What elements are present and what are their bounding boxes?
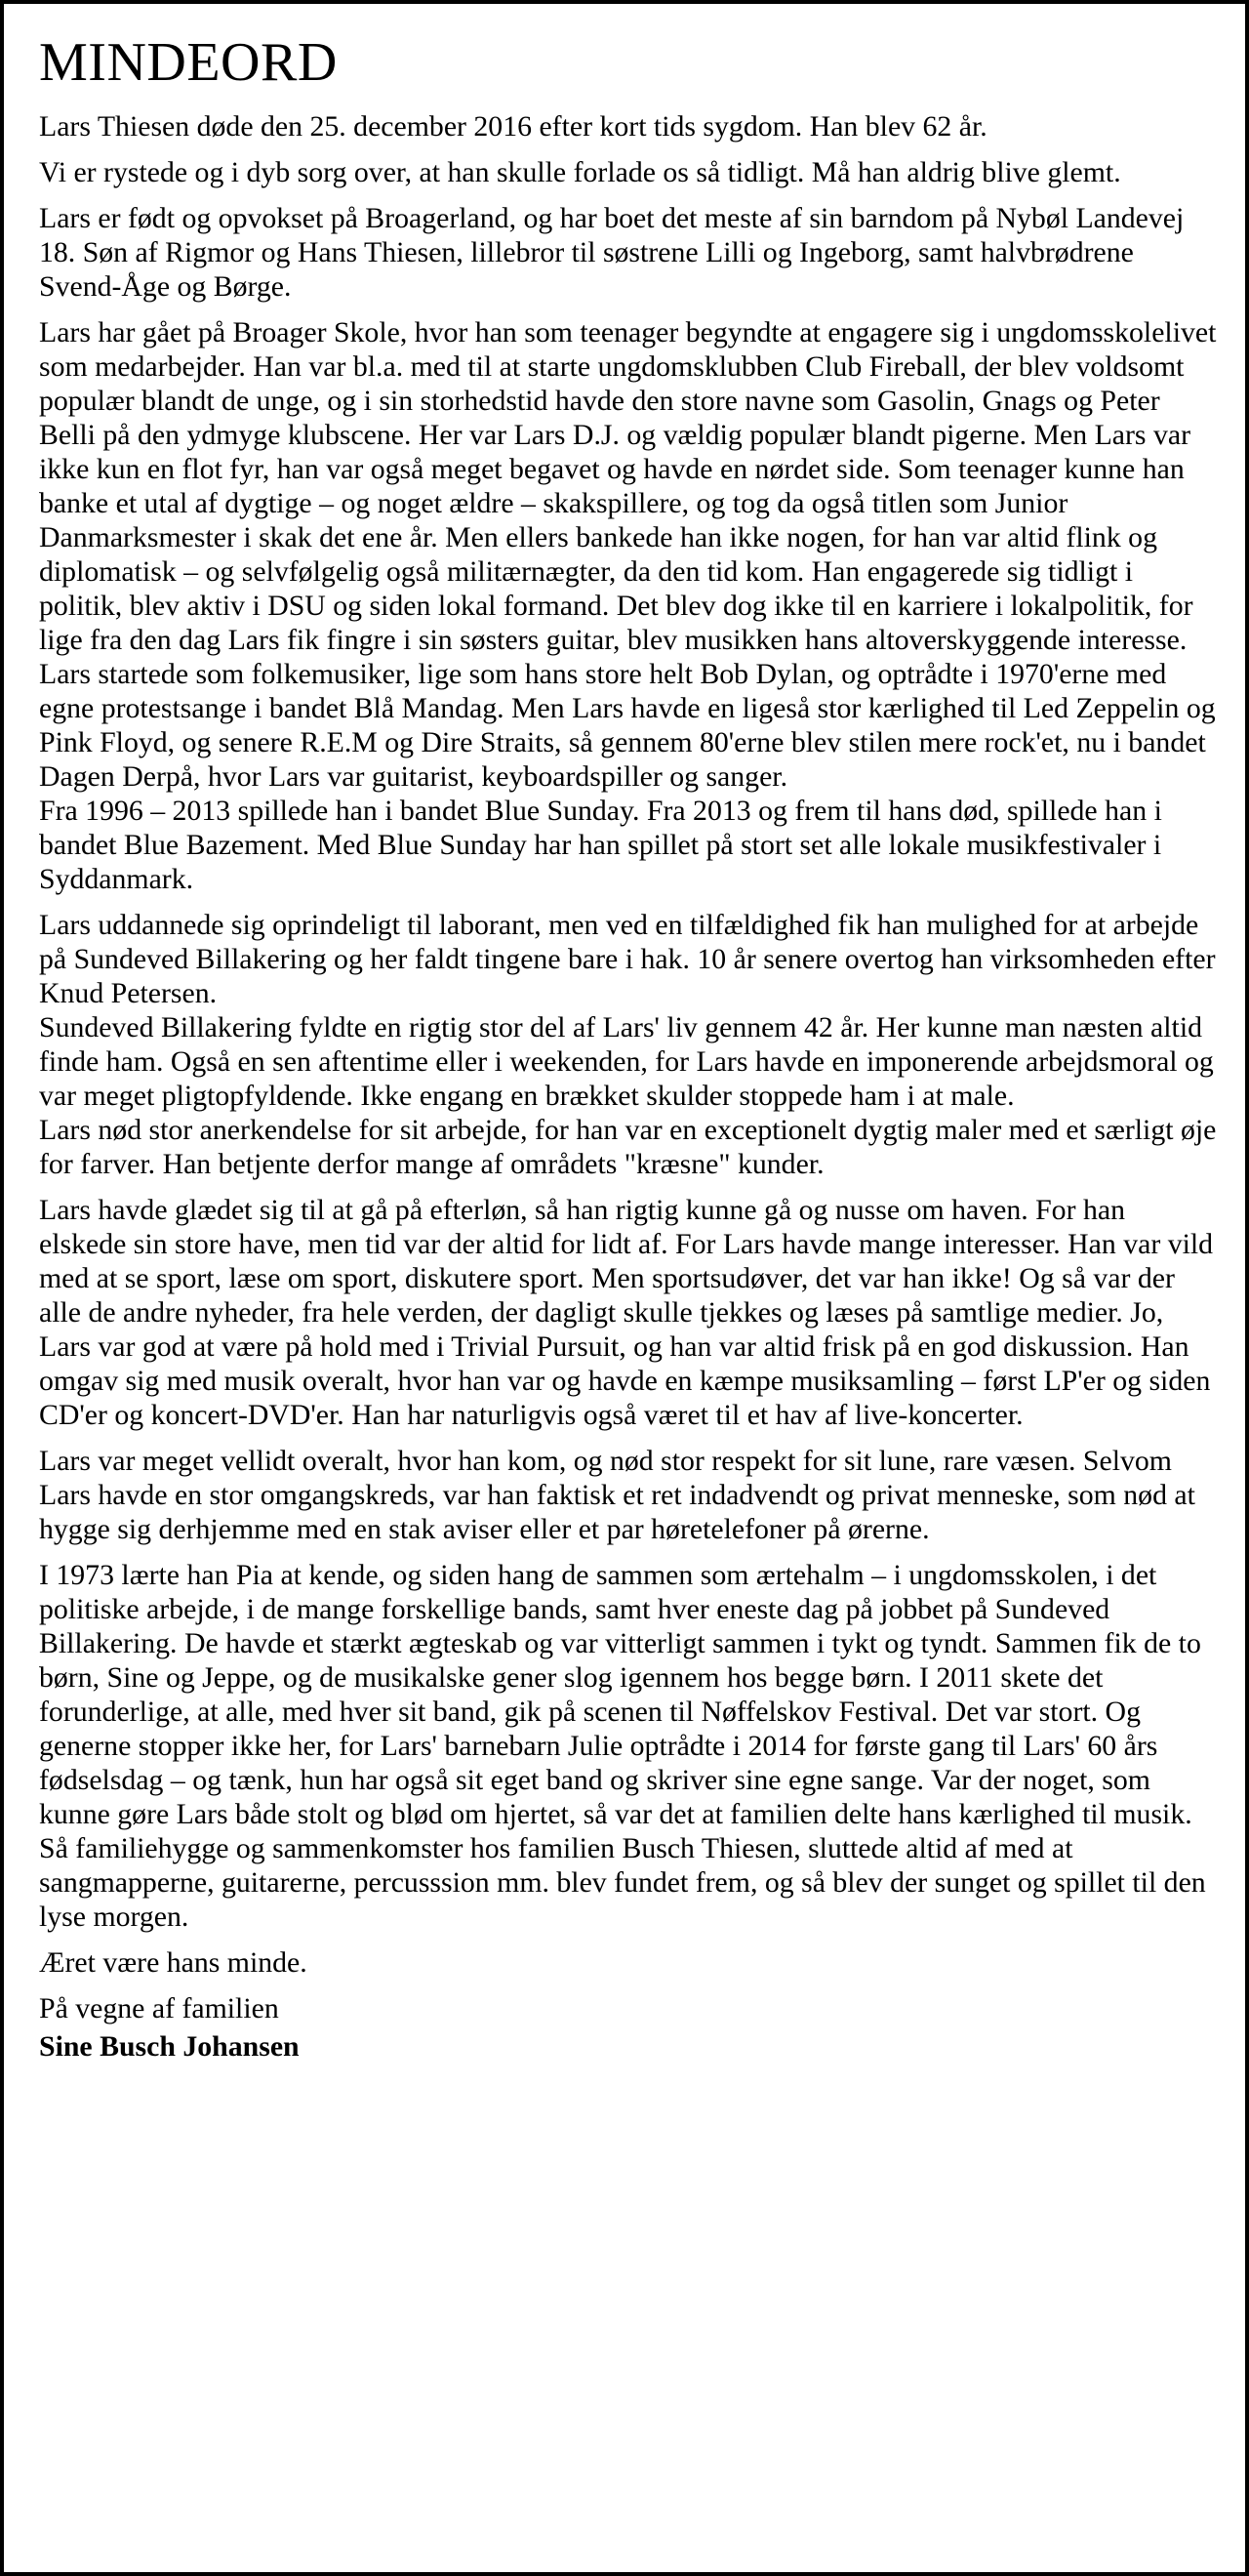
page-title: MINDEORD (39, 32, 338, 93)
obituary-content (39, 29, 1218, 2064)
paragraph-youth-and-music: Lars har gået på Broager Skole, hvor han som teenager begyndte at engagere sig i ungdomsskolelivet som medarbejder. Han var bl.a. med til at starte ungdomsklubben Club Fireball, der blev voldsomt populær blandt de unge, og i sin storhedstid havde den store navne som Gasolin, Gnags og Peter Belli på den ydmyge klubscene. Her var Lars D.J. og vældig populær blandt pigerne. Men Lars var ikke kun en flot fyr, han var også meget begavet og havde en nørdet side. Som teenager kunne han banke et utal af dygtige – og noget ældre – skakspillere, og tog da også titlen som Junior Danmarksmester i skak det ene år. Men ellers bankede han ikke nogen, for han var altid flink og diplomatisk – og selvfølgelig også militærnægter, da den tid kom. Han engagerede sig tidligt i politik, blev aktiv i DSU og siden lokal formand. Det blev dog ikke til en karriere i lokalpolitik, for lige fra den dag Lars fik fingre i sin søsters guitar, blev musikken hans altoverskyggende interesse. Lars startede som folkemusiker, lige som hans store helt Bob Dylan, og optrådte i 1970'erne med egne protestsange i bandet Blå Mandag. Men Lars havde en ligeså stor kærlighed til Led Zeppelin og Pink Floyd, og senere R.E.M og Dire Straits, så gennem 80'erne blev stilen mere rock'et, nu i bandet Dagen Derpå, hvor Lars var guitarist, keyboardspiller og sanger. (39, 316, 1217, 793)
paragraph-education: Lars uddannede sig oprindeligt til laborant, men ved en tilfældighed fik han mulighed for at arbejde på Sundeved Billakering og her faldt tingene bare i hak. 10 år senere overtog han virksomheden efter Knud Petersen. (39, 909, 1216, 1009)
paragraph-interests: Lars havde glædet sig til at gå på efterløn, så han rigtig kunne gå og nusse om haven. For han elskede sin store have, men tid var der altid for lidt af. For Lars havde mange interesser. Han var vild med at se sport, læse om sport, diskutere sport. Men sportsudøver, det var han ikke! Og så var der alle de andre nyheder, fra hele verden, der dagligt skulle tjekkes og læses på samtlige medier. Jo, Lars var god at være på hold med i Trivial Pursuit, og han var altid frisk på en god diskussion. Han omgav sig med musik overalt, hvor han var og havde en kæmpe musiksamling – først LP'er og siden CD'er og koncert-DVD'er. Han har naturligvis også været til et hav af live-koncerter. (39, 1194, 1214, 1431)
signoff-text: På vegne af familien (39, 1992, 279, 2024)
paragraph-childhood: Lars er født og opvokset på Broagerland, og har boet det meste af sin barndom på Nybøl Landevej 18. Søn af Rigmor og Hans Thiesen, lillebror til søstrene Lilli og Ingeborg, samt halvbrødrene Svend-Åge og Børge. (39, 202, 1185, 303)
paragraph-family: I 1973 lærte han Pia at kende, og siden hang de sammen som ærtehalm – i ungdomsskolen, i det politiske arbejde, i de mange forskellige bands, samt hver eneste dag på jobbet på Sundeved Billakering. De havde et stærkt ægteskab og var vitterligt sammen i tykt og tyndt. Sammen fik de to børn, Sine og Jeppe, og de musikalske gener slog igennem hos begge børn. I 2011 skete det forunderlige, at alle, med hver sit band, gik på scenen til Nøffelskov Festival. Det var stort. Og generne stopper ikke her, for Lars' barnebarn Julie optrådte i 2014 for første gang til Lars' 60 års fødselsdag – og tænk, hun har også sit eget band og skriver sine egne sange. Var der noget, som kunne gøre Lars både stolt og blød om hjertet, så var det at familien delte hans kærlighed til musik. Så familiehygge og sammenkomster hos familien Busch Thiesen, sluttede altid af med at sangmapperne, guitarerne, percusssion mm. blev fundet frem, og så blev der sunget og spillet til den lyse morgen. (39, 1559, 1206, 1933)
paragraph-memory: Æret være hans minde. (39, 1946, 307, 1979)
paragraph-grief: Vi er rystede og i dyb sorg over, at han skulle forlade os så tidligt. Må han aldrig blive glemt. (39, 156, 1121, 188)
paragraph-death-notice: Lars Thiesen døde den 25. december 2016 efter kort tids sygdom. Han blev 62 år. (39, 110, 987, 143)
signature-name: Sine Busch Johansen (39, 2030, 300, 2063)
paragraph-workshop: Sundeved Billakering fyldte en rigtig stor del af Lars' liv gennem 42 år. Her kunne man næsten altid finde ham. Også en sen aftentime eller i weekenden, for Lars havde en imponerende arbejdsmoral og var meget pligtopfyldende. Ikke engang en brækket skulder stoppede ham i at male. (39, 1011, 1214, 1112)
paragraph-bands: Fra 1996 – 2013 spillede han i bandet Blue Sunday. Fra 2013 og frem til hans død, spillede han i bandet Blue Bazement. Med Blue Sunday har han spillet på stort set alle lokale musikfestivaler i Syddanmark. (39, 795, 1162, 895)
paragraph-recognition: Lars nød stor anerkendelse for sit arbejde, for han var en exceptionelt dygtig maler med et særligt øje for farver. Han betjente derfor mange af områdets "kræsne" kunder. (39, 1114, 1217, 1180)
paragraph-character: Lars var meget vellidt overalt, hvor han kom, og nød stor respekt for sit lune, rare væsen. Selvom Lars havde en stor omgangskreds, var han faktisk et ret indadvendt og privat menneske, som nød at hygge sig derhjemme med en stak aviser eller et par høretelefoner på ørerne. (39, 1445, 1195, 1545)
